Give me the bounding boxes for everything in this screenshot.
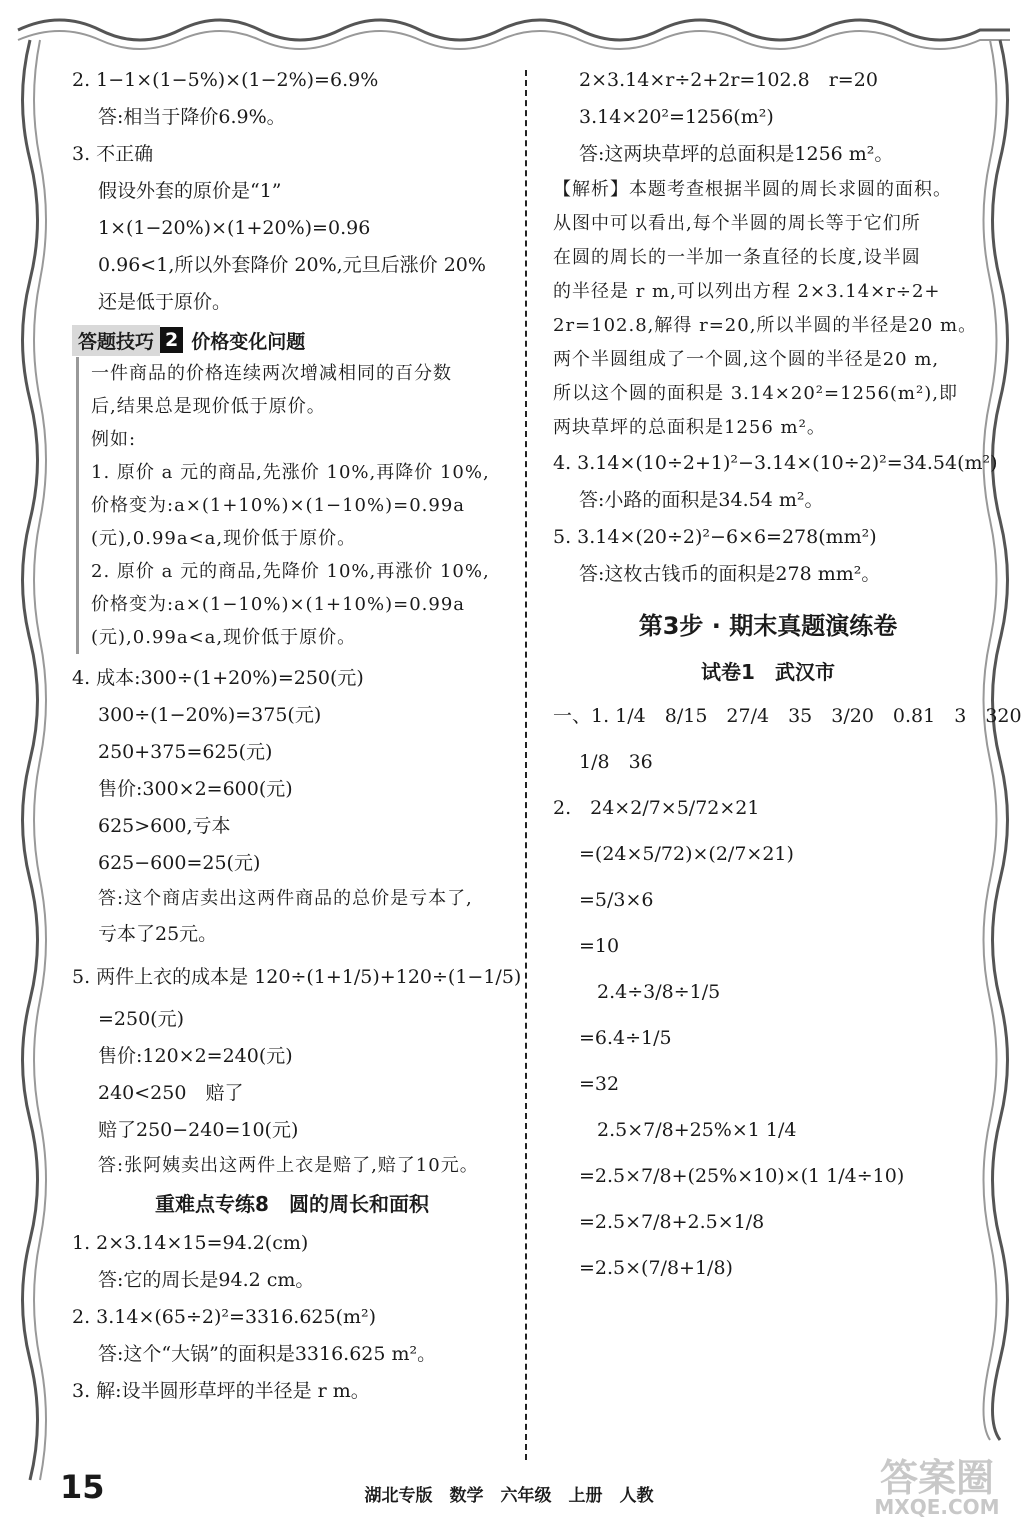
answer-3: 3. 解:设半圆形草坪的半径是 r m。 bbox=[72, 1380, 370, 1402]
tip-line: 价格变为:a×(1+10%)×(1−10%)=0.99a bbox=[91, 495, 466, 516]
answer-line: 625−600=25(元) bbox=[98, 852, 261, 874]
analysis-line: 从图中可以看出,每个半圆的周长等于它们所 bbox=[553, 213, 921, 234]
column-divider bbox=[525, 70, 527, 1460]
answer-line: 答:它的周长是94.2 cm。 bbox=[98, 1269, 315, 1291]
answer-4: 4. 成本:300÷(1+20%)=250(元) bbox=[72, 667, 364, 689]
tip-line: 2. 原价 a 元的商品,先降价 10%,再涨价 10%, bbox=[91, 561, 490, 582]
tip-line: (元),0.99a<a,现价低于原价。 bbox=[91, 627, 357, 648]
answer-line: 售价:300×2=600(元) bbox=[98, 778, 293, 800]
tip-number: 2 bbox=[160, 327, 183, 353]
page-footer bbox=[60, 1468, 980, 1506]
answer-3: 3. 不正确 bbox=[72, 143, 154, 165]
answer-4: 4. 3.14×(10÷2+1)²−3.14×(10÷2)²=34.54(m²) bbox=[553, 452, 998, 474]
right-column bbox=[553, 62, 1022, 1291]
answer-2: 2. 1−1×(1−5%)×(1−2%)=6.9% bbox=[72, 69, 379, 91]
answer-line: 625>600,亏本 bbox=[98, 815, 231, 837]
tip-title: 价格变化问题 bbox=[191, 330, 306, 353]
answer-line: 赔了250−240=10(元) bbox=[98, 1119, 299, 1141]
tip-body bbox=[76, 357, 512, 654]
book-info: 湖北专版 数学 六年级 上册 人教 bbox=[364, 1486, 654, 1506]
answer-line: 1/8 36 bbox=[579, 751, 653, 773]
answer-line: 答:这两块草坪的总面积是1256 m²。 bbox=[579, 143, 894, 165]
answer-line: 还是低于原价。 bbox=[98, 291, 232, 313]
calc-step: =(24×5/72)×(2/7×21) bbox=[579, 843, 794, 865]
page-number: 15 bbox=[60, 1468, 105, 1506]
analysis-line: 2r=102.8,解得 r=20,所以半圆的半径是20 m。 bbox=[553, 315, 978, 336]
answer-section-1: 一、1. 1/4 8/15 27/4 35 3/20 0.81 3 320 bbox=[553, 705, 1022, 727]
answer-line: 1×(1−20%)×(1+20%)=0.96 bbox=[98, 217, 371, 239]
answer-line: 答:这个商店卖出这两件商品的总价是亏本了, bbox=[98, 888, 473, 909]
tip-box bbox=[72, 323, 512, 654]
watermark-url: MXQE.COM bbox=[874, 1495, 1000, 1519]
answer-line: 售价:120×2=240(元) bbox=[98, 1045, 293, 1067]
calc-step: 2.4÷3/8÷1/5 bbox=[597, 981, 721, 1003]
answer-line: =250(元) bbox=[98, 1008, 185, 1030]
analysis-line: 【解析】本题考查根据半圆的周长求圆的面积。 bbox=[553, 179, 952, 200]
tip-line: 1. 原价 a 元的商品,先涨价 10%,再降价 10%, bbox=[91, 462, 490, 483]
analysis-line: 所以这个圆的面积是 3.14×20²=1256(m²),即 bbox=[553, 383, 958, 404]
paper-title: 试卷1 武汉市 bbox=[701, 660, 835, 684]
answer-line: 250+375=625(元) bbox=[98, 741, 273, 763]
analysis-line: 在圆的周长的一半加一条直径的长度,设半圆 bbox=[553, 247, 921, 268]
calc-step: =2.5×7/8+(25%×10)×(1 1/4÷10) bbox=[579, 1165, 905, 1187]
tip-header bbox=[72, 323, 512, 357]
answer-line: 答:张阿姨卖出这两件上衣是赔了,赔了10元。 bbox=[98, 1155, 479, 1176]
tip-line: (元),0.99a<a,现价低于原价。 bbox=[91, 528, 357, 549]
watermark-text: 答案圈 bbox=[879, 1456, 994, 1500]
section-title: 重难点专练8 圆的周长和面积 bbox=[155, 1192, 429, 1216]
tip-line: 一件商品的价格连续两次增减相同的百分数 bbox=[91, 363, 452, 384]
answer-line: 答:这枚古钱币的面积是278 mm²。 bbox=[579, 563, 881, 585]
left-column bbox=[72, 62, 522, 1410]
answer-5: 5. 3.14×(20÷2)²−6×6=278(mm²) bbox=[553, 526, 877, 548]
calc-step: =6.4÷1/5 bbox=[579, 1027, 672, 1049]
answer-line: 300÷(1−20%)=375(元) bbox=[98, 704, 322, 726]
answer-line: 假设外套的原价是“1” bbox=[98, 180, 282, 202]
answer-line: 2×3.14×r÷2+2r=102.8 r=20 bbox=[579, 69, 878, 91]
answer-text: 答:相当于降价6.9%。 bbox=[98, 106, 286, 128]
calc-step: =2.5×7/8+2.5×1/8 bbox=[579, 1211, 765, 1233]
answer-line: 240<250 赔了 bbox=[98, 1082, 244, 1104]
calc-step: =5/3×6 bbox=[579, 889, 654, 911]
answer-5: 5. 两件上衣的成本是 120÷(1+1/5)+120÷(1−1/5) bbox=[72, 966, 522, 988]
tip-line: 后,结果总是现价低于原价。 bbox=[91, 396, 326, 417]
calc-step: =32 bbox=[579, 1073, 620, 1095]
calc-step: =10 bbox=[579, 935, 620, 957]
answer-line: 3.14×20²=1256(m²) bbox=[579, 106, 774, 128]
calc-step: 2.5×7/8+25%×1 1/4 bbox=[597, 1119, 797, 1141]
answer-line: 0.96<1,所以外套降价 20%,元旦后涨价 20% bbox=[98, 254, 486, 276]
tip-line: 价格变为:a×(1−10%)×(1+10%)=0.99a bbox=[91, 594, 466, 615]
answer-line: 答:小路的面积是34.54 m²。 bbox=[579, 489, 824, 511]
answer-2: 2. 24×2/7×5/72×21 bbox=[553, 797, 760, 819]
tip-line: 例如: bbox=[91, 429, 137, 450]
watermark-logo bbox=[862, 1458, 1012, 1518]
answer-1: 1. 2×3.14×15=94.2(cm) bbox=[72, 1232, 309, 1254]
step-title: 第3步 · 期末真题演练卷 bbox=[638, 612, 898, 640]
answer-line: 亏本了25元。 bbox=[98, 923, 218, 945]
analysis-line: 两块草坪的总面积是1256 m²。 bbox=[553, 417, 826, 438]
answer-2: 2. 3.14×(65÷2)²=3316.625(m²) bbox=[72, 1306, 377, 1328]
analysis-line: 两个半圆组成了一个圆,这个圆的半径是20 m, bbox=[553, 349, 940, 370]
analysis-line: 的半径是 r m,可以列出方程 2×3.14×r÷2+ bbox=[553, 281, 941, 302]
calc-step: =2.5×(7/8+1/8) bbox=[579, 1257, 733, 1279]
tip-label: 答题技巧 bbox=[72, 325, 160, 356]
answer-line: 答:这个“大锅”的面积是3316.625 m²。 bbox=[98, 1343, 437, 1365]
